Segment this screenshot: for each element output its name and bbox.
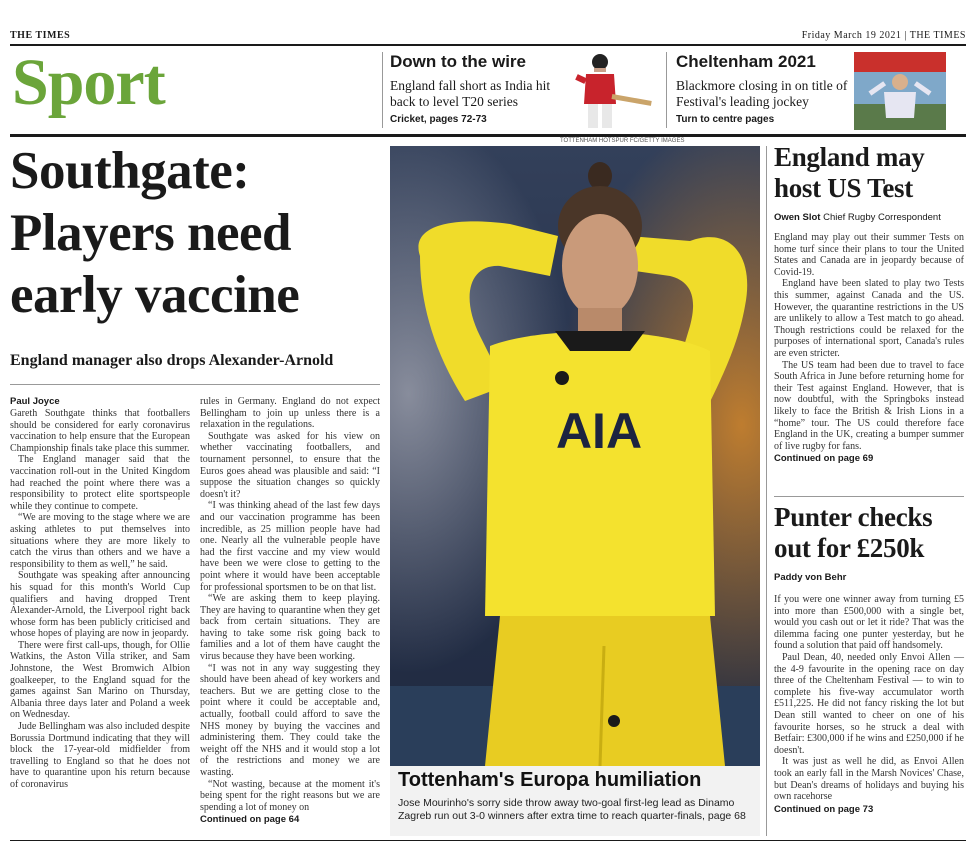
story-punter-body	[774, 594, 964, 815]
main-standfirst: England manager also drops Alexander-Arnold	[10, 352, 334, 369]
byline-name: Owen Slot	[774, 212, 821, 223]
standfirst-rule	[10, 384, 380, 385]
paragraph: There were first call-ups, though, for Ollie Watkins, the Aston Villa striker, and Sam Johnstone, the West Bromwich Albion goalkeeper, to the England squad for the games against San Marino on Thursday, Albania three days later and Poland a week on Wednesday.	[10, 639, 190, 721]
main-headline: Southgate: Players need early vaccine	[10, 142, 300, 324]
paragraph: rules in Germany. England do not expect Bellingham to join up unless there is a relaxation in the regulations.	[200, 396, 380, 431]
main-continued-link[interactable]: Continued on page 64	[200, 814, 300, 826]
photo-credit: TOTTENHAM HOTSPUR FC/GETTY IMAGES	[560, 138, 685, 144]
teaser-divider	[382, 52, 383, 128]
caption-title: Tottenham's Europa humiliation	[398, 769, 702, 791]
story-rugby-continued-link[interactable]: Continued on page 69	[774, 453, 874, 465]
story-punter-byline: Paddy von Behr	[774, 572, 847, 583]
masthead-edition: Friday March 19 2021 | THE TIMES	[801, 30, 966, 41]
bottom-rule	[10, 840, 966, 841]
footballer-illustration	[390, 146, 760, 766]
paragraph: Southgate was speaking after announcing his squad for this month's World Cup qualifiers and having dropped Trent Alexander-Arnold, the Liverpool right back whose form has been publicly criticised and whose hopes of playing are now in jeopardy.	[10, 570, 190, 640]
paragraph: England have been slated to play two Tests this summer, against Canada and the US. However, the quarantine restrictions in the US are unlikely to allow a Test match to go ahead. Though restrictions could be relaxed for the purposes of international sport, Canada's rules are even stricter.	[774, 278, 964, 359]
paragraph: The England manager said that the vaccination roll-out in the United Kingdom had reached the point where there was a responsibility to protect elite sportspeople while they continue to compete.	[10, 454, 190, 512]
masthead	[10, 30, 966, 44]
cricketer-image	[572, 48, 658, 132]
teaser-cheltenham[interactable]	[676, 52, 852, 125]
paragraph: “We are moving to the stage where we are asking athletes to put themselves into situations where they are more likely to catch the virus than others and we have a responsibility to them as well,” he said.	[10, 512, 190, 570]
main-photo	[390, 146, 760, 766]
teaser-cricket-body: England fall short as India hit back to level T20 series	[390, 78, 551, 109]
paragraph: Southgate was asked for his view on whether vaccinating footballers, and tournament personnel, to ensure that the Euros goes ahead was plausible and said: “I suppose the situation changes so quickly doesn't it?	[200, 430, 380, 500]
story-punter-headline: Punter checks out for £250k	[774, 502, 933, 563]
masthead-paper-name: THE TIMES	[10, 30, 71, 41]
caption-body: Jose Mourinho's sorry side throw away two-goal first-leg lead as Dinamo Zagreb run out 3-0 winners after extra time to reach quarter-finals, page 68	[398, 797, 746, 822]
paragraph: “We are asking them to keep playing. They are having to quarantine when they get back from certain situations. They are having to take some risk going back to families and a lot of them have caught the virus because they have been working.	[200, 593, 380, 663]
teaser-cheltenham-body: Blackmore closing in on title of Festival's leading jockey	[676, 78, 848, 109]
paragraph: It was just as well he did, as Envoi Allen took an early fall in the Marsh Novices' Chase, but Dean's dreams of holidays and buying his own racehorse	[774, 756, 964, 803]
paragraph: “I was thinking ahead of the last few days and our vaccination programme has been incredible, as 25 million people have had one. Nearly all the vulnerable people have had the first vaccine and my view would have been we were close to getting to the point where it would have been acceptable for professional sportsmen to be on that list.	[200, 500, 380, 593]
teaser-cheltenham-footer: Turn to centre pages	[676, 114, 775, 125]
story-rugby-headline: England may host US Test	[774, 142, 925, 203]
main-byline: Paul Joyce	[10, 396, 60, 407]
byline-role: Chief Rugby Correspondent	[823, 212, 941, 223]
paragraph: Gareth Southgate thinks that footballers should be considered for early coronavirus vaccination to help ensure that the European Championship finals take place this summer.	[10, 408, 190, 454]
teaser-cricket-footer: Cricket, pages 72-73	[390, 114, 487, 125]
story-punter-continued-link[interactable]: Continued on page 73	[774, 803, 874, 815]
column-divider	[766, 146, 767, 836]
teaser-cricket[interactable]	[390, 52, 570, 125]
teaser-cheltenham-title: Cheltenham 2021	[676, 52, 816, 71]
story-divider	[774, 496, 964, 497]
main-column-2	[200, 396, 380, 826]
paragraph: “Not wasting, because at the moment it's being spent for the right reasons but we are spending a lot of money on	[200, 778, 380, 813]
paragraph: Paul Dean, 40, needed only Envoi Allen — the 4-9 favourite in the opening race on day three of the Cheltenham Festival — to win to complete his five-way accumulator worth £511,225. He did not fancy risking the lot but Dean still wanted to cheer on one of his favourite horses, so he struck a deal with Betfair: £300,000 if he wins and £250,000 if he doesn't.	[774, 651, 964, 756]
paragraph: If you were one winner away from turning £5 into more than £500,000 with a single bet, would you cash out or let it ride? That was the dilemma facing one punter yesterday, but he found a solution that paid off handsomely.	[774, 594, 964, 652]
paragraph: The US team had been due to travel to face South Africa in June before returning home for their Test against England. However, that is now doubtful, with the Springboks instead likely to face the British & Irish Lions in a “home” tour. The US could therefore face England in the UK, creating a bumper summer of live rugby for fans.	[774, 359, 964, 452]
teaser-divider	[666, 52, 667, 128]
main-column-1	[10, 408, 190, 791]
story-rugby-body	[774, 232, 964, 465]
jockey-image	[854, 52, 946, 130]
teaser-cricket-title: Down to the wire	[390, 52, 526, 71]
shirt-sponsor: AIA	[555, 403, 643, 459]
section-title: Sport	[12, 46, 165, 119]
paragraph: Jude Bellingham was also included despite Borussia Dortmund indicating that they will block the 17-year-old midfielder from travelling to England so that he does not have to quarantine upon his return because of coronavirus	[10, 721, 190, 790]
section-rule	[10, 134, 966, 137]
story-rugby-byline	[774, 212, 964, 223]
paragraph: England may play out their summer Tests on home turf since their plans to tour the United States and Canada are in jeopardy because of Covid-19.	[774, 232, 964, 278]
paragraph: “I was not in any way suggesting they should have been ahead of key workers and teachers. But we are getting close to the point where it could be acceptable and, actually, football could afford to save the NHS money by buying the vaccines and administering them. They could take the weight off the NHS and it would stop a lot of the restrictions and money we are wasting.	[200, 662, 380, 778]
